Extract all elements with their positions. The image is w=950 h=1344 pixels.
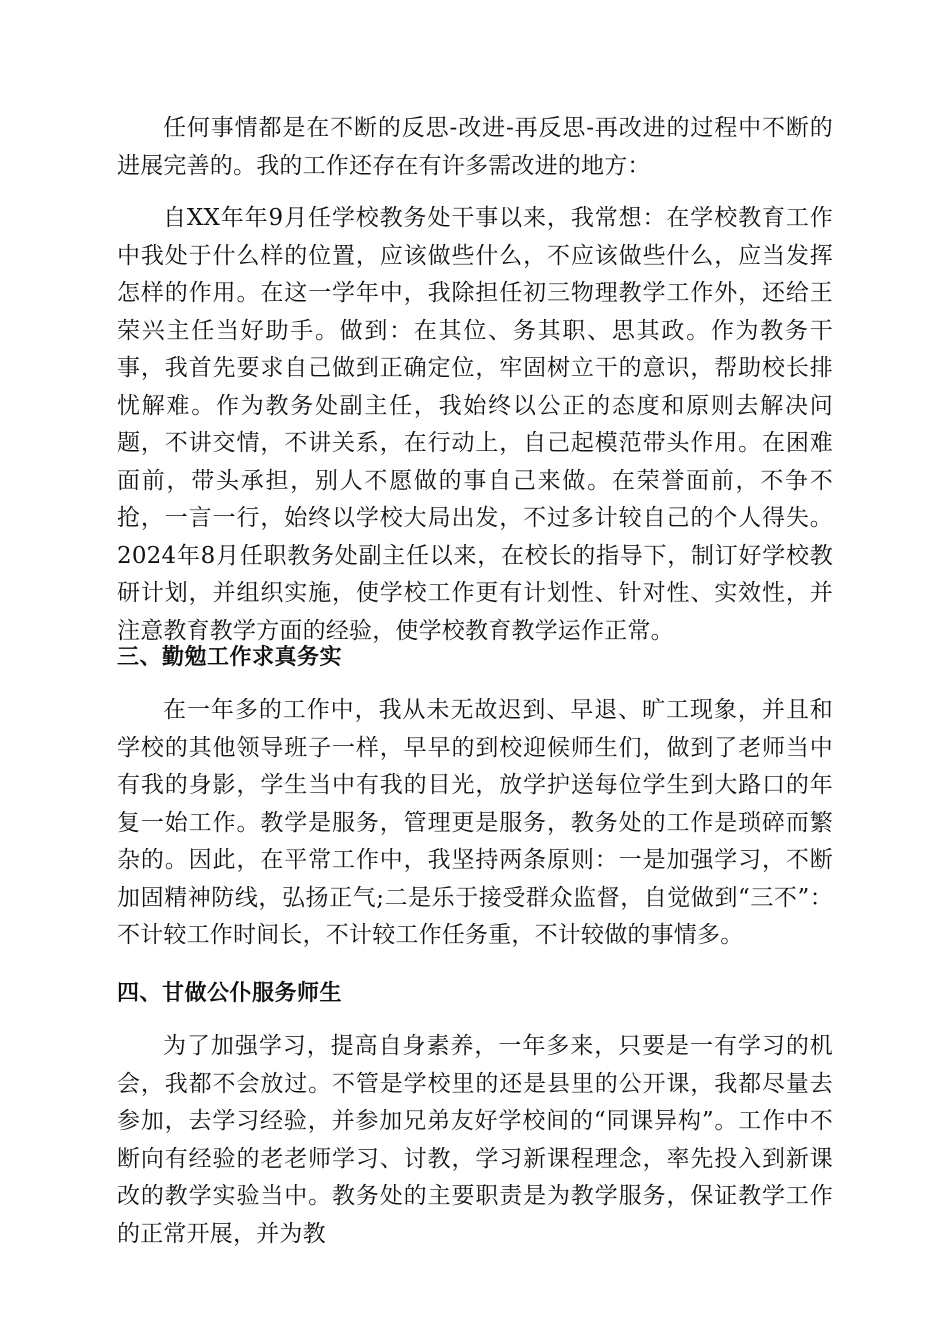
paragraph-text: 任何事情都是在不断的反思-改进-再反思-再改进的过程中不断的进展完善的。我的工作还存在有许多需改进的地方： — [117, 115, 833, 179]
paragraph-text: 在一年多的工作中，我从未无故迟到、早退、旷工现象，并且和学校的其他领导班子一样，早早的到校迎候师生们，做到了老师当中有我的身影，学生当中有我的目光，放学护送每位学生到大路口的年复一始工作。教学是服务，管理更是服务，教务处的工作是琐碎而繁杂的。因此，在平常工作中，我坚持两条原则：一是加强学习，不断加固精神防线，弘扬正气;二是乐于接受群众监督，自觉做到“三不”：不计较工作时间长，不计较工作任务重，不计较做的事情多。 — [117, 697, 833, 948]
section-heading-3: 三、勤勉工作求真务实 — [117, 645, 343, 670]
paragraph-role — [117, 200, 833, 650]
paragraph-text: 自XX年年9月任学校教务处干事以来，我常想：在学校教育工作中我处于什么样的位置，应该做些什么，不应该做些什么，应当发挥怎样的作用。在这一学年中，我除担任初三物理教学工作外，还给王荣兴主任当好助手。做到：在其位、务其职、思其政。作为教务干事，我首先要求自己做到正确定位，牢固树立干的意识，帮助校长排忧解难。作为教务处副主任，我始终以公正的态度和原则去解决问题，不讲交情，不讲关系，在行动上，自己起模范带头作用。在困难面前，带头承担，别人不愿做的事自己来做。在荣誉面前，不争不抢，一言一行，始终以学校大局出发，不过多计较自己的个人得失。2024年8月任职教务处副主任以来，在校长的指导下，制订好学校教研计划，并组织实施，使学校工作更有计划性、针对性、实效性，并注意教育教学方面的经验，使学校教育教学运作正常。 — [117, 205, 833, 644]
paragraph-work-attitude — [117, 692, 833, 955]
paragraph-reflection — [117, 110, 833, 185]
section-heading-4: 四、甘做公仆服务师生 — [117, 981, 343, 1006]
paragraph-learning — [117, 1028, 833, 1253]
paragraph-text: 为了加强学习，提高自身素养，一年多来，只要是一有学习的机会，我都不会放过。不管是学校里的还是县里的公开课，我都尽量去参加，去学习经验，并参加兄弟友好学校间的“同课异构”。工作中不断向有经验的老老师学习、讨教，学习新课程理念，率先投入到新课改的教学实验当中。教务处的主要职责是为教学服务，保证教学工作的正常开展，并为教 — [117, 1033, 833, 1247]
